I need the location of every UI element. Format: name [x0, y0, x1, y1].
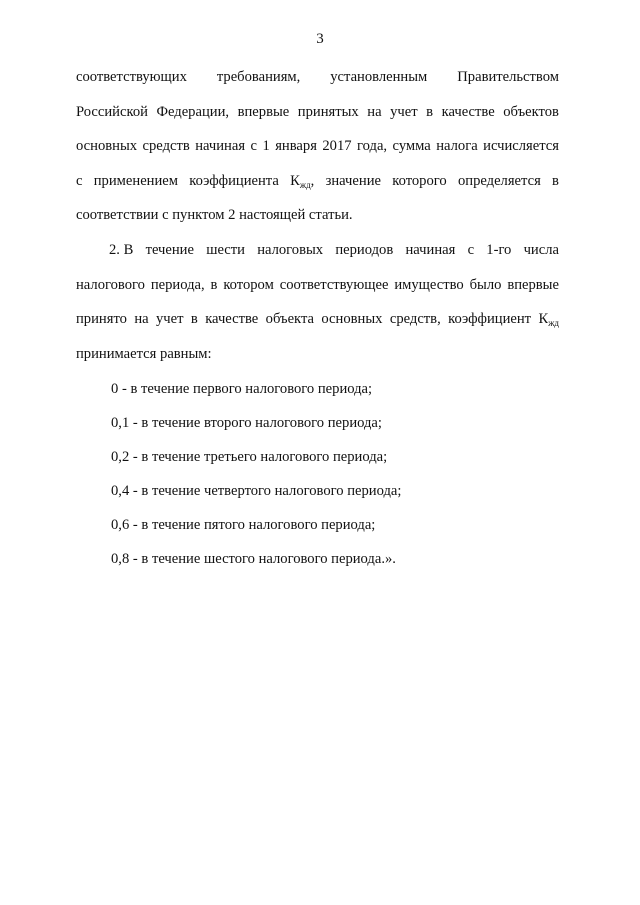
- word: течение: [145, 242, 194, 258]
- word: Правительством: [457, 69, 559, 85]
- word: года,: [357, 138, 388, 154]
- word: Российской: [76, 103, 148, 120]
- word: определяется: [457, 172, 541, 189]
- word: начиная: [405, 242, 456, 258]
- coefficient-letter: К: [290, 172, 300, 189]
- word: было: [469, 276, 502, 293]
- coefficient-symbol: [538, 310, 559, 345]
- word: в: [552, 172, 559, 189]
- word: основных: [321, 311, 383, 327]
- list-item: 0 - в течение первого налогового периода;: [111, 381, 373, 397]
- paragraph-continuation: [76, 68, 559, 241]
- word: в: [426, 103, 434, 120]
- paragraph-line: [76, 310, 559, 345]
- word: Федерации,: [156, 103, 230, 120]
- word: коэффициент: [448, 311, 532, 327]
- paragraph-line-last: принимается равным:: [76, 345, 212, 362]
- word: 1-го: [486, 242, 512, 258]
- list-item: 0,6 - в течение пятого налогового периода;: [111, 517, 376, 533]
- paragraph-line: [76, 68, 559, 103]
- punctuation: ,: [310, 172, 315, 189]
- word: принятых: [297, 103, 359, 120]
- word: объекта: [265, 311, 314, 327]
- list-item: 0,2 - в течение третьего налогового периода;: [111, 449, 388, 465]
- word: налогового: [76, 276, 145, 293]
- word: объектов: [503, 103, 559, 120]
- word: января: [275, 138, 317, 154]
- word: с: [467, 242, 475, 258]
- coefficient-subscript: жд: [548, 318, 559, 328]
- word: с: [76, 172, 83, 189]
- word: имущество: [394, 276, 464, 293]
- word: налога: [436, 138, 478, 154]
- word: в: [210, 276, 218, 293]
- word: установленным: [330, 69, 428, 85]
- list-item: 0,4 - в течение четвертого налогового периода;: [111, 483, 402, 499]
- word: впервые: [237, 103, 290, 120]
- word: которого: [392, 172, 447, 189]
- word: впервые: [507, 276, 559, 293]
- word: на: [367, 103, 382, 120]
- word: применением: [93, 172, 178, 189]
- word: принято: [76, 311, 127, 327]
- word: коэффициента: [189, 172, 279, 189]
- word: начиная: [195, 138, 246, 154]
- coefficient-list: [76, 380, 559, 584]
- word: соответствующее: [279, 276, 389, 293]
- paragraph-line: [76, 276, 559, 311]
- word: на: [134, 311, 149, 327]
- word: требованиям,: [216, 69, 301, 85]
- word: числа: [523, 242, 559, 258]
- word: периода,: [150, 276, 205, 293]
- word: качестве: [441, 103, 495, 120]
- paragraph-item-2: [76, 241, 559, 379]
- word: 2017: [322, 138, 352, 154]
- word: соответствующих: [76, 69, 187, 85]
- coefficient-subscript: жд: [299, 179, 311, 190]
- word: 1: [262, 138, 270, 154]
- list-item: 0,1 - в течение второго налогового периода;: [111, 415, 382, 431]
- paragraph-line-last: соответствии с пунктом 2 настоящей статьи.: [76, 207, 353, 223]
- page-number: 3: [316, 31, 324, 47]
- word: исчисляется: [483, 138, 559, 154]
- paragraph-line: [76, 172, 559, 207]
- word: основных: [76, 138, 138, 154]
- word: учет: [156, 311, 184, 327]
- word: средств,: [389, 311, 441, 327]
- word: шести: [206, 242, 245, 258]
- paragraph-line: [76, 241, 559, 276]
- word: периодов: [335, 242, 394, 258]
- word: 2. В: [109, 242, 134, 258]
- paragraph-line: [76, 103, 559, 138]
- coefficient-symbol: [290, 172, 314, 207]
- list-item: 0,8 - в течение шестого налогового периода.».: [111, 551, 396, 567]
- word: налоговых: [257, 242, 324, 258]
- word: учет: [390, 103, 418, 120]
- word: котором: [223, 276, 274, 293]
- word: с: [250, 138, 257, 154]
- word: средств: [142, 138, 190, 154]
- word: значение: [325, 172, 381, 189]
- paragraph-line: [76, 137, 559, 172]
- word: в: [190, 311, 198, 327]
- word: сумма: [392, 138, 431, 154]
- coefficient-letter: К: [538, 311, 549, 327]
- word: качестве: [205, 311, 259, 327]
